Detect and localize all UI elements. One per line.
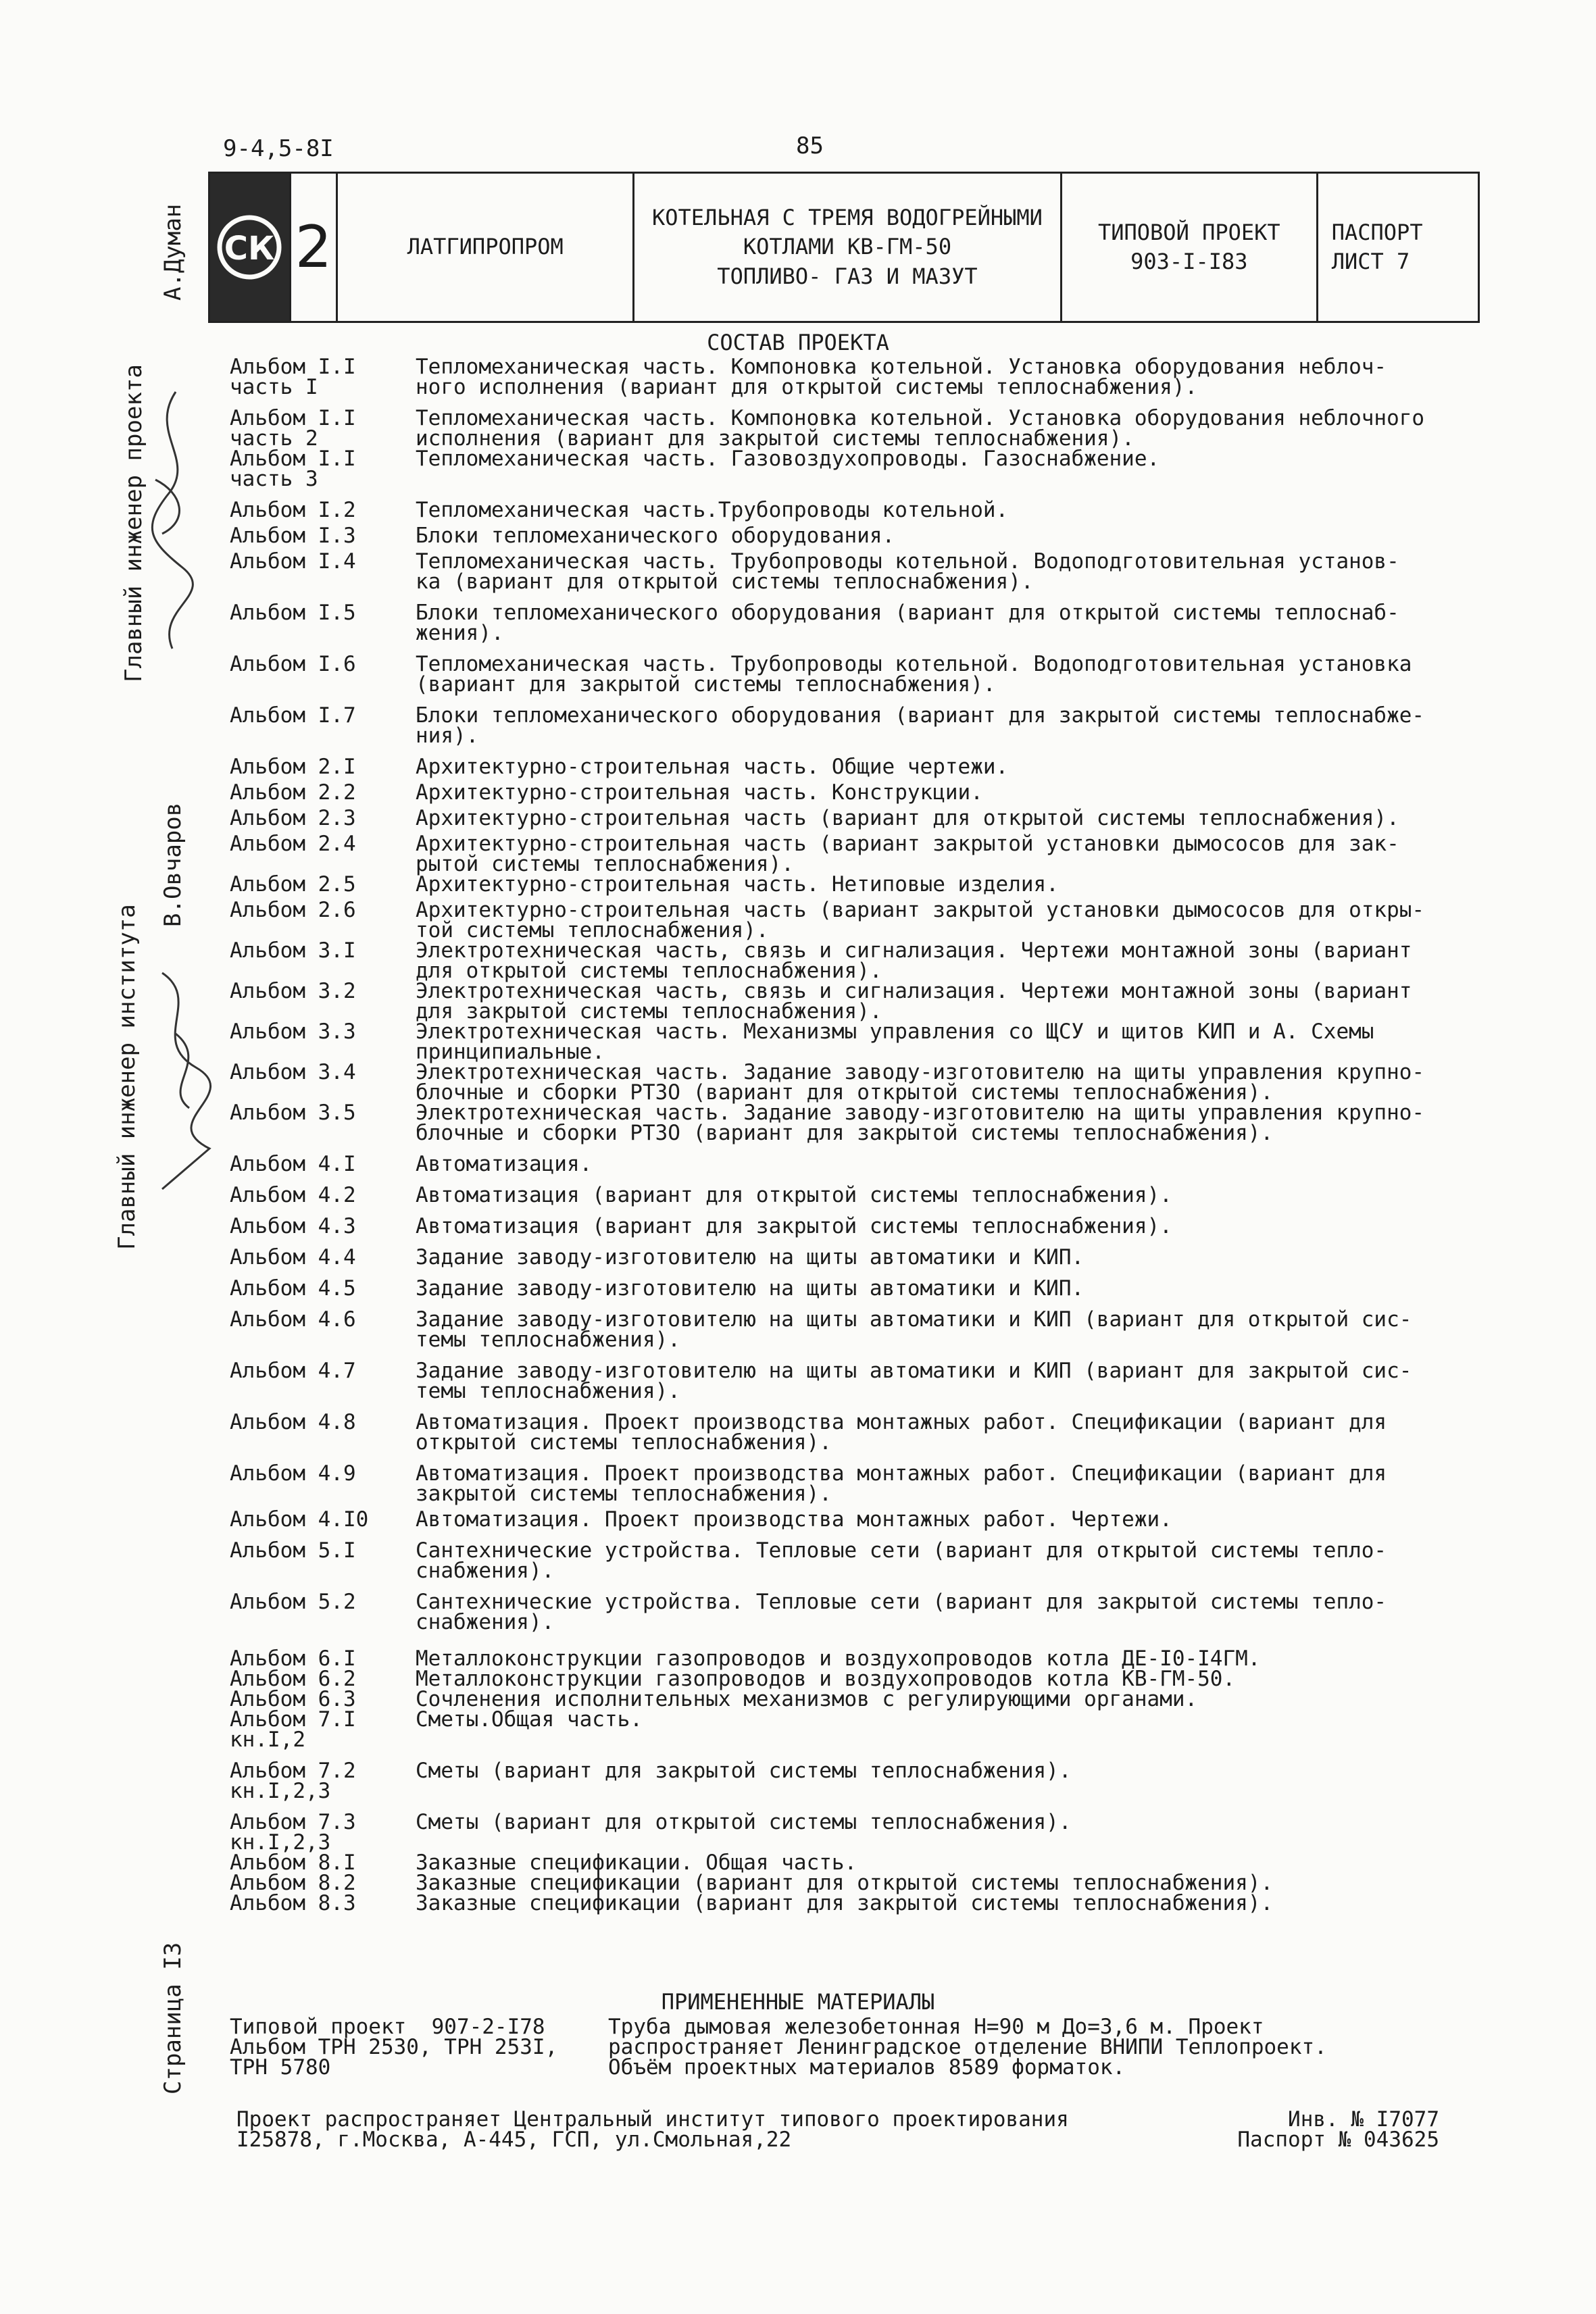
- album-row: [230, 1185, 1487, 1205]
- album-row: [230, 1022, 1487, 1062]
- album-label: Альбом 4.I0: [230, 1507, 369, 1532]
- album-description: Тепломеханическая часть. Компоновка котельной. Установка оборудования неблочного исполнения (вариант для закрытой системы теплоснабжения).: [416, 406, 1425, 451]
- album-description: Металлоконструкции газопроводов и воздухопроводов котла КВ-ГМ-50.: [416, 1667, 1236, 1691]
- album-label: Альбом I.6: [230, 652, 356, 676]
- album-label: Альбом 3.2: [230, 979, 356, 1003]
- album-description: Сочленения исполнительных механизмов с регулирующими органами.: [416, 1687, 1198, 1711]
- album-description: Автоматизация.: [416, 1152, 593, 1176]
- album-label: Альбом 3.5: [230, 1101, 356, 1125]
- album-row: [230, 1309, 1487, 1350]
- album-description: Электротехническая часть. Механизмы управления со ЩСУ и щитов КИП и А. Схемы принципиальные.: [416, 1020, 1374, 1064]
- footer: [236, 2109, 1439, 2150]
- logo-number: 2: [291, 174, 339, 321]
- project-title-line: ТОПЛИВО- ГАЗ И МАЗУТ: [717, 263, 978, 289]
- album-label: Альбом 6.3: [230, 1687, 356, 1711]
- album-description: Электротехническая часть, связь и сигнализация. Чертежи монтажной зоны (вариант для открытой системы теплоснабжения).: [416, 938, 1412, 983]
- document-code: 9-4,5-8I: [223, 135, 334, 162]
- album-label: Альбом 3.I: [230, 938, 356, 963]
- album-row: [230, 1509, 1487, 1530]
- organization: ЛАТГИПРОПРОМ: [338, 174, 634, 321]
- distributor-line: Проект распространяет Центральный институт типового проектирования: [236, 2107, 1069, 2132]
- album-label: Альбом 3.3: [230, 1020, 356, 1044]
- album-description: Архитектурно-строительная часть. Нетиповые изделия.: [416, 872, 1059, 897]
- album-label: Альбом 4.7: [230, 1359, 356, 1383]
- album-description: Задание заводу-изготовителю на щиты автоматики и КИП (вариант для открытой сис- темы теплоснабжения).: [416, 1307, 1412, 1352]
- album-row: [230, 654, 1487, 695]
- album-label: Альбом 2.2: [230, 780, 356, 805]
- album-row: [230, 1709, 1487, 1750]
- album-label: Альбом 4.4: [230, 1245, 356, 1269]
- album-row: [230, 1761, 1487, 1801]
- album-description: Автоматизация. Проект производства монтажных работ. Спецификации (вариант для открытой системы теплоснабжения).: [416, 1410, 1387, 1455]
- sk-logo-icon: [212, 180, 286, 315]
- album-row: [230, 808, 1487, 828]
- album-row: [230, 603, 1487, 643]
- album-label: Альбом 4.9: [230, 1461, 356, 1486]
- album-label: Альбом I.4: [230, 549, 356, 574]
- album-description: Автоматизация. Проект производства монтажных работ. Спецификации (вариант для закрытой системы теплоснабжения).: [416, 1461, 1387, 1506]
- album-label: Альбом 4.8: [230, 1410, 356, 1434]
- album-description: Блоки тепломеханического оборудования (вариант для закрытой системы теплоснабже- ния).: [416, 703, 1425, 748]
- title-block: [208, 172, 1480, 323]
- album-row: [230, 408, 1487, 449]
- passport-number: Паспорт № 043625: [1237, 2128, 1439, 2152]
- album-label: Альбом 6.I: [230, 1646, 356, 1671]
- album-label: Альбом 2.I: [230, 755, 356, 779]
- album-description: Электротехническая часть, связь и сигнализация. Чертежи монтажной зоны (вариант для закрытой системы теплоснабжения).: [416, 979, 1412, 1024]
- album-description: Автоматизация. Проект производства монтажных работ. Чертежи.: [416, 1507, 1172, 1532]
- album-label: Альбом 4.2: [230, 1183, 356, 1207]
- page-number: 85: [796, 132, 824, 159]
- album-description: Архитектурно-строительная часть (вариант закрытой установки дымососов для зак- рытой системы теплоснабжения).: [416, 832, 1399, 876]
- album-row: [230, 357, 1487, 397]
- album-description: Тепломеханическая часть.Трубопроводы котельной.: [416, 498, 1009, 522]
- album-description: Блоки тепломеханического оборудования (вариант для открытой системы теплоснаб- жения).: [416, 601, 1399, 645]
- album-description: Сметы (вариант для закрытой системы теплоснабжения).: [416, 1759, 1072, 1783]
- album-label: Альбом 8.2: [230, 1871, 356, 1895]
- materials-title: ПРИМЕНЕННЫЕ МАТЕРИАЛЫ: [661, 1989, 935, 2015]
- logo-letters: СК: [224, 230, 275, 268]
- album-description: Архитектурно-строительная часть. Конструкции.: [416, 780, 983, 805]
- album-label: Альбом 7.3 кн.I,2,3: [230, 1810, 356, 1855]
- album-description: Электротехническая часть. Задание заводу-изготовителю на щиты управления крупно- блочные и сборки РТЗО (вариант для открытой системы теплоснабжения).: [416, 1060, 1425, 1105]
- album-label: Альбом 4.I: [230, 1152, 356, 1176]
- album-description: Тепломеханическая часть. Газовоздухопроводы. Газоснабжение.: [416, 447, 1160, 471]
- album-row: [230, 1412, 1487, 1453]
- side-chief-engineer-project: Главный инженер проекта: [120, 364, 147, 682]
- album-description: Заказные спецификации (вариант для открытой системы теплоснабжения).: [416, 1871, 1274, 1895]
- album-label: Альбом 2.6: [230, 898, 356, 922]
- album-description: Тепломеханическая часть. Трубопроводы котельной. Водоподготовительная установ- ка (вариант для открытой системы теплоснабжения).: [416, 549, 1399, 594]
- album-row: [230, 1154, 1487, 1174]
- album-row: [230, 1812, 1487, 1853]
- side-chief-engineer-institute: Главный инженер института: [114, 904, 141, 1250]
- album-label: Альбом 5.2: [230, 1590, 356, 1614]
- album-description: Автоматизация (вариант для открытой системы теплоснабжения).: [416, 1183, 1172, 1207]
- album-row: [230, 834, 1487, 874]
- album-row: [230, 1103, 1487, 1143]
- side-ovcharov: В.Овчаров: [159, 802, 186, 927]
- album-row: [230, 705, 1487, 746]
- album-description: Электротехническая часть. Задание заводу-изготовителю на щиты управления крупно- блочные и сборки РТЗО (вариант для закрытой системы теплоснабжения).: [416, 1101, 1425, 1145]
- album-row: [230, 1247, 1487, 1267]
- album-description: Архитектурно-строительная часть (вариант для открытой системы теплоснабжения).: [416, 806, 1399, 830]
- materials-text: Труба дымовая железобетонная Н=90 м До=3,6 м. Проект распространяет Ленинградское отделение ВНИПИ Теплопроект. Объём проектных материалов 8589 форматок.: [608, 2015, 1327, 2080]
- album-row: [230, 1646, 1487, 1671]
- album-row: [230, 1592, 1487, 1632]
- album-row: [230, 1278, 1487, 1299]
- album-description: Тепломеханическая часть. Компоновка котельной. Установка оборудования неблоч- ного исполнения (вариант для открытой системы теплоснабжения).: [416, 355, 1387, 399]
- album-label: Альбом 4.6: [230, 1307, 356, 1332]
- album-row: [230, 1062, 1487, 1103]
- materials: [230, 2017, 1487, 2078]
- distributor-address: I25878, г.Москва, А-445, ГСП, ул.Смольная,22: [236, 2128, 792, 2152]
- typical-project: [1062, 174, 1318, 321]
- album-description: Сметы (вариант для открытой системы теплоснабжения).: [416, 1810, 1072, 1834]
- typical-project-label: ТИПОВОЙ ПРОЕКТ: [1097, 219, 1280, 245]
- album-row: [230, 449, 1487, 489]
- album-label: Альбом I.7: [230, 703, 356, 728]
- album-description: Тепломеханическая часть. Трубопроводы котельной. Водоподготовительная установка (вариант для закрытой системы теплоснабжения).: [416, 652, 1412, 697]
- album-description: Задание заводу-изготовителю на щиты автоматики и КИП (вариант для закрытой сис- темы теплоснабжения).: [416, 1359, 1412, 1403]
- album-description: Сантехнические устройства. Тепловые сети (вариант для закрытой системы тепло- снабжения).: [416, 1590, 1387, 1634]
- album-label: Альбом I.I часть 3: [230, 447, 356, 491]
- album-row: [230, 551, 1487, 592]
- album-label: Альбом 4.5: [230, 1276, 356, 1301]
- album-row: [230, 874, 1487, 895]
- album-row: [230, 782, 1487, 803]
- album-description: Автоматизация (вариант для закрытой системы теплоснабжения).: [416, 1214, 1172, 1238]
- album-label: Альбом 7.I кн.I,2: [230, 1707, 356, 1752]
- album-description: Металлоконструкции газопроводов и воздухопроводов котла ДЕ-I0-I4ГМ.: [416, 1646, 1261, 1671]
- logo: [210, 174, 291, 321]
- album-description: Заказные спецификации (вариант для закрытой системы теплоснабжения).: [416, 1891, 1274, 1915]
- album-description: Сметы.Общая часть.: [416, 1707, 643, 1732]
- album-label: Альбом 2.4: [230, 832, 356, 856]
- passport-label: ПАСПОРТ: [1331, 219, 1423, 245]
- materials-label: Типовой проект 907-2-I78 Альбом ТРН 2530, ТРН 253I, ТРН 5780: [230, 2015, 558, 2080]
- album-row: [230, 1873, 1487, 1893]
- album-label: Альбом 2.5: [230, 872, 356, 897]
- album-row: [230, 1853, 1487, 1873]
- side-author: А.Думан: [159, 203, 186, 301]
- album-description: Архитектурно-строительная часть. Общие чертежи.: [416, 755, 1009, 779]
- signature-chief-engineer-institute: [135, 959, 230, 1203]
- album-row: [230, 526, 1487, 546]
- passport-cell: [1318, 174, 1478, 321]
- album-description: Сантехнические устройства. Тепловые сети (вариант для открытой системы тепло- снабжения).: [416, 1538, 1387, 1583]
- album-label: Альбом 6.2: [230, 1667, 356, 1691]
- album-label: Альбом 8.I: [230, 1851, 356, 1875]
- project-title: [634, 174, 1062, 321]
- album-label: Альбом 3.4: [230, 1060, 356, 1084]
- album-label: Альбом I.I часть I: [230, 355, 356, 399]
- album-row: [230, 1669, 1487, 1689]
- album-row: [230, 940, 1487, 981]
- sheet-number: ЛИСТ 7: [1331, 249, 1410, 274]
- album-row: [230, 1689, 1487, 1709]
- album-description: Заказные спецификации. Общая часть.: [416, 1851, 857, 1875]
- album-description: Задание заводу-изготовителю на щиты автоматики и КИП.: [416, 1245, 1084, 1269]
- album-description: Блоки тепломеханического оборудования.: [416, 524, 895, 548]
- album-label: Альбом 8.3: [230, 1891, 356, 1915]
- album-description: Архитектурно-строительная часть (вариант закрытой установки дымососов для откры- той системы теплоснабжения).: [416, 898, 1425, 942]
- signature-chief-engineer-project: [135, 378, 209, 662]
- inventory-number: Инв. № I7077: [1288, 2107, 1439, 2132]
- album-row: [230, 981, 1487, 1022]
- album-description: Задание заводу-изготовителю на щиты автоматики и КИП.: [416, 1276, 1084, 1301]
- album-label: Альбом I.2: [230, 498, 356, 522]
- album-list: [230, 357, 1487, 1913]
- typical-project-number: 903-I-I83: [1130, 249, 1248, 274]
- album-label: Альбом I.5: [230, 601, 356, 625]
- album-label: Альбом 2.3: [230, 806, 356, 830]
- project-title-line: КОТЕЛЬНАЯ С ТРЕМЯ ВОДОГРЕЙНЫМИ: [651, 205, 1043, 231]
- album-row: [230, 757, 1487, 777]
- album-label: Альбом 7.2 кн.I,2,3: [230, 1759, 356, 1803]
- side-page: Страница I3: [159, 1942, 186, 2094]
- album-label: Альбом I.I часть 2: [230, 406, 356, 451]
- album-label: Альбом 5.I: [230, 1538, 356, 1563]
- project-title-line: КОТЛАМИ КВ-ГМ-50: [743, 234, 952, 260]
- album-label: Альбом I.3: [230, 524, 356, 548]
- album-row: [230, 1463, 1487, 1504]
- album-row: [230, 500, 1487, 520]
- album-row: [230, 1361, 1487, 1401]
- album-label: Альбом 4.3: [230, 1214, 356, 1238]
- section-title: СОСТАВ ПРОЕКТА: [707, 330, 889, 355]
- album-row: [230, 1216, 1487, 1236]
- album-row: [230, 1893, 1487, 1913]
- album-row: [230, 1540, 1487, 1581]
- album-row: [230, 900, 1487, 940]
